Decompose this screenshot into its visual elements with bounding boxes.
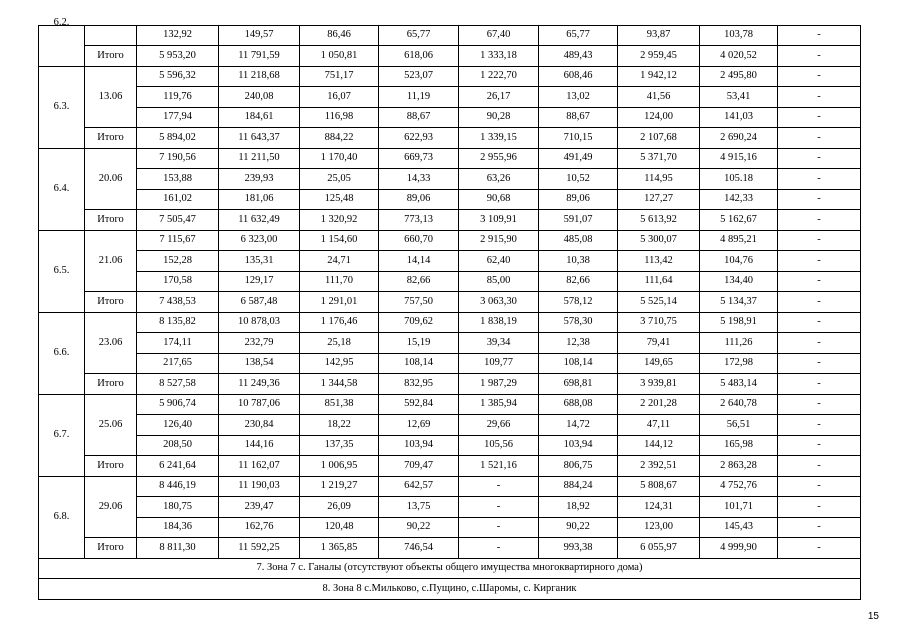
table-row xyxy=(39,435,861,456)
value-cell: 2 495,80 xyxy=(700,66,778,87)
zone-note-row xyxy=(39,579,861,600)
value-cell: 230,84 xyxy=(219,415,300,436)
total-row xyxy=(39,210,861,231)
total-label: Итого xyxy=(85,456,137,477)
value-cell: 65,77 xyxy=(379,26,459,46)
value-cell: 11 190,03 xyxy=(219,476,300,497)
table-row xyxy=(39,107,861,128)
total-cell: 4 999,90 xyxy=(700,538,778,559)
value-cell: 111,64 xyxy=(618,271,700,292)
total-cell: 11 592,25 xyxy=(219,538,300,559)
value-cell: 119,76 xyxy=(137,87,219,108)
value-cell: 10,52 xyxy=(539,169,618,190)
value-cell: 65,77 xyxy=(539,26,618,46)
value-cell: - xyxy=(778,333,861,354)
total-cell: 6 055,97 xyxy=(618,538,700,559)
total-label: Итого xyxy=(85,128,137,149)
value-cell: 88,67 xyxy=(539,107,618,128)
value-cell: 41,56 xyxy=(618,87,700,108)
value-cell: 90,22 xyxy=(539,517,618,538)
total-cell: 698,81 xyxy=(539,374,618,395)
value-cell: 181,06 xyxy=(219,189,300,210)
total-row xyxy=(39,128,861,149)
table-row xyxy=(39,230,861,251)
value-cell: - xyxy=(778,87,861,108)
total-cell: 5 953,20 xyxy=(137,46,219,67)
total-cell: 5 525,14 xyxy=(618,292,700,313)
value-cell: - xyxy=(778,271,861,292)
value-cell: 25,05 xyxy=(300,169,379,190)
section-label: 6.5. xyxy=(39,230,85,312)
total-cell: 5 162,67 xyxy=(700,210,778,231)
value-cell: 11 211,50 xyxy=(219,148,300,169)
total-cell: 1 339,15 xyxy=(459,128,539,149)
value-cell: 124,00 xyxy=(618,107,700,128)
total-cell: - xyxy=(459,538,539,559)
value-cell: 104,76 xyxy=(700,251,778,272)
value-cell: 5 198,91 xyxy=(700,312,778,333)
value-cell: 16,07 xyxy=(300,87,379,108)
value-cell: 108,14 xyxy=(539,353,618,374)
value-cell: 103,94 xyxy=(539,435,618,456)
value-cell: - xyxy=(778,353,861,374)
value-cell: 5 371,70 xyxy=(618,148,700,169)
value-cell: 144,16 xyxy=(219,435,300,456)
value-cell: 6 323,00 xyxy=(219,230,300,251)
total-cell: 1 320,92 xyxy=(300,210,379,231)
total-cell: 6 587,48 xyxy=(219,292,300,313)
table-row xyxy=(39,87,861,108)
value-cell: 4 915,16 xyxy=(700,148,778,169)
value-cell: 642,57 xyxy=(379,476,459,497)
table-row xyxy=(39,271,861,292)
value-cell: - xyxy=(778,251,861,272)
value-cell: 1 176,46 xyxy=(300,312,379,333)
table-row xyxy=(39,66,861,87)
table-row xyxy=(39,312,861,333)
value-cell: 127,27 xyxy=(618,189,700,210)
value-cell: 4 752,76 xyxy=(700,476,778,497)
total-cell: 4 020,52 xyxy=(700,46,778,67)
value-cell: 25,18 xyxy=(300,333,379,354)
value-cell: 124,31 xyxy=(618,497,700,518)
value-cell: - xyxy=(778,189,861,210)
value-cell: 8 135,82 xyxy=(137,312,219,333)
value-cell: 523,07 xyxy=(379,66,459,87)
total-cell: 5 134,37 xyxy=(700,292,778,313)
total-cell: 622,93 xyxy=(379,128,459,149)
total-cell: 1 291,01 xyxy=(300,292,379,313)
value-cell: 5 808,67 xyxy=(618,476,700,497)
value-cell: - xyxy=(459,517,539,538)
value-cell: 4 895,21 xyxy=(700,230,778,251)
value-cell: 93,87 xyxy=(618,26,700,46)
value-cell: 67,40 xyxy=(459,26,539,46)
total-cell: - xyxy=(778,292,861,313)
value-cell: 5 596,32 xyxy=(137,66,219,87)
table-row xyxy=(39,333,861,354)
value-cell: 217,65 xyxy=(137,353,219,374)
value-cell: 145,43 xyxy=(700,517,778,538)
value-cell: 177,94 xyxy=(137,107,219,128)
value-cell: 111,70 xyxy=(300,271,379,292)
value-cell: 2 640,78 xyxy=(700,394,778,415)
value-cell: - xyxy=(778,435,861,456)
section-date: 20.06 xyxy=(85,148,137,210)
value-cell: 142,33 xyxy=(700,189,778,210)
value-cell: 239,47 xyxy=(219,497,300,518)
value-cell: 26,17 xyxy=(459,87,539,108)
value-cell: 153,88 xyxy=(137,169,219,190)
total-row xyxy=(39,292,861,313)
total-cell: 710,15 xyxy=(539,128,618,149)
section-label: 6.8. xyxy=(39,476,85,558)
value-cell: 135,31 xyxy=(219,251,300,272)
section-label: 6.4. xyxy=(39,148,85,230)
value-cell: 608,46 xyxy=(539,66,618,87)
total-cell: 1 521,16 xyxy=(459,456,539,477)
total-row xyxy=(39,538,861,559)
total-cell: 11 249,36 xyxy=(219,374,300,395)
value-cell: 63,26 xyxy=(459,169,539,190)
total-cell: 5 613,92 xyxy=(618,210,700,231)
value-cell: 165,98 xyxy=(700,435,778,456)
value-cell: 162,76 xyxy=(219,517,300,538)
value-cell: - xyxy=(778,169,861,190)
total-cell: 1 344,58 xyxy=(300,374,379,395)
total-cell: 2 863,28 xyxy=(700,456,778,477)
section-label-cell xyxy=(39,17,85,67)
zone-note: 8. Зона 8 с.Мильково, с.Пущино, с.Шаромы, с. Кирганик xyxy=(39,579,861,600)
table-row xyxy=(39,169,861,190)
value-cell: 1 222,70 xyxy=(459,66,539,87)
value-cell: 161,02 xyxy=(137,189,219,210)
value-cell: 141,03 xyxy=(700,107,778,128)
value-cell: 82,66 xyxy=(539,271,618,292)
total-cell: 1 006,95 xyxy=(300,456,379,477)
value-cell: 113,42 xyxy=(618,251,700,272)
value-cell: 79,41 xyxy=(618,333,700,354)
total-cell: 1 987,29 xyxy=(459,374,539,395)
value-cell: 105.18 xyxy=(700,169,778,190)
value-cell: 239,93 xyxy=(219,169,300,190)
total-label: Итого xyxy=(85,46,137,67)
total-cell: 3 939,81 xyxy=(618,374,700,395)
total-cell: 2 959,45 xyxy=(618,46,700,67)
value-cell: 592,84 xyxy=(379,394,459,415)
value-cell: 82,66 xyxy=(379,271,459,292)
value-cell: 13,75 xyxy=(379,497,459,518)
value-cell: 8 446,19 xyxy=(137,476,219,497)
value-cell: 184,61 xyxy=(219,107,300,128)
value-cell: 10 878,03 xyxy=(219,312,300,333)
page-number: 15 xyxy=(867,611,879,622)
total-cell: 1 333,18 xyxy=(459,46,539,67)
value-cell: 86,46 xyxy=(300,26,379,46)
value-cell: 170,58 xyxy=(137,271,219,292)
total-cell: 832,95 xyxy=(379,374,459,395)
total-cell: 5 483,14 xyxy=(700,374,778,395)
value-cell: 88,67 xyxy=(379,107,459,128)
value-cell: - xyxy=(778,517,861,538)
total-cell: 618,06 xyxy=(379,46,459,67)
value-cell: 1 170,40 xyxy=(300,148,379,169)
value-cell: 2 201,28 xyxy=(618,394,700,415)
value-cell: 10 787,06 xyxy=(219,394,300,415)
total-cell: 2 690,24 xyxy=(700,128,778,149)
value-cell: 184,36 xyxy=(137,517,219,538)
value-cell: 90,22 xyxy=(379,517,459,538)
value-cell: 105,56 xyxy=(459,435,539,456)
zone-note-row xyxy=(39,558,861,579)
total-cell: 489,43 xyxy=(539,46,618,67)
table-row xyxy=(39,353,861,374)
total-cell: 8 527,58 xyxy=(137,374,219,395)
total-cell: 2 392,51 xyxy=(618,456,700,477)
table-row xyxy=(39,476,861,497)
value-cell: 132,92 xyxy=(137,26,219,46)
value-cell: - xyxy=(778,26,861,46)
total-label: Итого xyxy=(85,292,137,313)
value-cell: - xyxy=(778,66,861,87)
value-cell: 10,38 xyxy=(539,251,618,272)
total-cell: 3 063,30 xyxy=(459,292,539,313)
total-cell: 773,13 xyxy=(379,210,459,231)
value-cell: 39,34 xyxy=(459,333,539,354)
value-cell: 7 190,56 xyxy=(137,148,219,169)
value-cell: 47,11 xyxy=(618,415,700,436)
date-cell xyxy=(85,26,137,46)
value-cell: 174,11 xyxy=(137,333,219,354)
total-cell: 757,50 xyxy=(379,292,459,313)
total-cell: 746,54 xyxy=(379,538,459,559)
section-date: 13.06 xyxy=(85,66,137,128)
total-cell: 578,12 xyxy=(539,292,618,313)
value-cell: - xyxy=(778,107,861,128)
total-cell: 5 894,02 xyxy=(137,128,219,149)
section-date: 23.06 xyxy=(85,312,137,374)
value-cell: 14,14 xyxy=(379,251,459,272)
value-cell: - xyxy=(778,415,861,436)
total-row xyxy=(39,456,861,477)
value-cell: 149,57 xyxy=(219,26,300,46)
table-row xyxy=(39,251,861,272)
total-label: Итого xyxy=(85,210,137,231)
value-cell: 2 955,96 xyxy=(459,148,539,169)
value-cell: 144,12 xyxy=(618,435,700,456)
total-cell: 591,07 xyxy=(539,210,618,231)
value-cell: - xyxy=(778,230,861,251)
value-cell: 660,70 xyxy=(379,230,459,251)
section-label: 6.7. xyxy=(39,394,85,476)
value-cell: 5 300,07 xyxy=(618,230,700,251)
value-cell: 1 219,27 xyxy=(300,476,379,497)
table-row xyxy=(39,148,861,169)
value-cell: 491,49 xyxy=(539,148,618,169)
table-row xyxy=(39,26,861,46)
total-cell: 11 643,37 xyxy=(219,128,300,149)
value-cell: 232,79 xyxy=(219,333,300,354)
zone-note: 7. Зона 7 с. Ганалы (отсутствуют объекты общего имущества многоквартирного дома) xyxy=(39,558,861,579)
value-cell: 709,62 xyxy=(379,312,459,333)
value-cell: 53,41 xyxy=(700,87,778,108)
value-cell: 138,54 xyxy=(219,353,300,374)
value-cell: 12,38 xyxy=(539,333,618,354)
value-cell: - xyxy=(778,476,861,497)
value-cell: 103,78 xyxy=(700,26,778,46)
value-cell: 120,48 xyxy=(300,517,379,538)
value-cell: 669,73 xyxy=(379,148,459,169)
total-cell: 884,22 xyxy=(300,128,379,149)
value-cell: 26,09 xyxy=(300,497,379,518)
total-cell: 2 107,68 xyxy=(618,128,700,149)
value-cell: 240,08 xyxy=(219,87,300,108)
table-row xyxy=(39,415,861,436)
total-cell: 11 632,49 xyxy=(219,210,300,231)
value-cell: - xyxy=(778,394,861,415)
value-cell: 2 915,90 xyxy=(459,230,539,251)
value-cell: 62,40 xyxy=(459,251,539,272)
total-cell: 8 811,30 xyxy=(137,538,219,559)
value-cell: 85,00 xyxy=(459,271,539,292)
section-date: 29.06 xyxy=(85,476,137,538)
value-cell: 13,02 xyxy=(539,87,618,108)
value-cell: 149,65 xyxy=(618,353,700,374)
value-cell: 90,28 xyxy=(459,107,539,128)
value-cell: 18,22 xyxy=(300,415,379,436)
value-cell: - xyxy=(778,312,861,333)
value-cell: 1 385,94 xyxy=(459,394,539,415)
value-cell: 129,17 xyxy=(219,271,300,292)
section-label: 6.2. xyxy=(53,17,70,28)
table-row xyxy=(39,394,861,415)
value-cell: - xyxy=(778,497,861,518)
total-cell: 6 241,64 xyxy=(137,456,219,477)
total-cell: - xyxy=(778,210,861,231)
value-cell: 134,40 xyxy=(700,271,778,292)
value-cell: 152,28 xyxy=(137,251,219,272)
total-cell: 806,75 xyxy=(539,456,618,477)
value-cell: 108,14 xyxy=(379,353,459,374)
value-cell: - xyxy=(459,476,539,497)
value-cell: 485,08 xyxy=(539,230,618,251)
table-row xyxy=(39,517,861,538)
value-cell: 24,71 xyxy=(300,251,379,272)
total-label: Итого xyxy=(85,538,137,559)
value-cell: 126,40 xyxy=(137,415,219,436)
value-cell: 851,38 xyxy=(300,394,379,415)
value-cell: 29,66 xyxy=(459,415,539,436)
value-cell: 1 942,12 xyxy=(618,66,700,87)
value-cell: 56,51 xyxy=(700,415,778,436)
section-label: 6.6. xyxy=(39,312,85,394)
value-cell: 142,95 xyxy=(300,353,379,374)
value-cell: 5 906,74 xyxy=(137,394,219,415)
total-label: Итого xyxy=(85,374,137,395)
value-cell: 1 838,19 xyxy=(459,312,539,333)
total-cell: 3 109,91 xyxy=(459,210,539,231)
section-label: 6.3. xyxy=(39,66,85,148)
value-cell: - xyxy=(778,148,861,169)
value-cell: 12,69 xyxy=(379,415,459,436)
table-row xyxy=(39,189,861,210)
value-cell: 90,68 xyxy=(459,189,539,210)
total-row xyxy=(39,374,861,395)
table-row xyxy=(39,497,861,518)
value-cell: 111,26 xyxy=(700,333,778,354)
value-cell: 103,94 xyxy=(379,435,459,456)
total-cell: 1 365,85 xyxy=(300,538,379,559)
value-cell: 114,95 xyxy=(618,169,700,190)
value-cell: 208,50 xyxy=(137,435,219,456)
value-cell: 688,08 xyxy=(539,394,618,415)
value-cell: 89,06 xyxy=(539,189,618,210)
section-date: 25.06 xyxy=(85,394,137,456)
value-cell: 137,35 xyxy=(300,435,379,456)
value-cell: 18,92 xyxy=(539,497,618,518)
value-cell: 751,17 xyxy=(300,66,379,87)
value-cell: 116,98 xyxy=(300,107,379,128)
total-cell: 1 050,81 xyxy=(300,46,379,67)
value-cell: 89,06 xyxy=(379,189,459,210)
value-cell: 11 218,68 xyxy=(219,66,300,87)
value-cell: 172,98 xyxy=(700,353,778,374)
value-cell: 14,33 xyxy=(379,169,459,190)
value-cell: 884,24 xyxy=(539,476,618,497)
total-cell: 709,47 xyxy=(379,456,459,477)
section-date: 21.06 xyxy=(85,230,137,292)
value-cell: 123,00 xyxy=(618,517,700,538)
total-cell: - xyxy=(778,46,861,67)
value-cell: - xyxy=(459,497,539,518)
total-cell: - xyxy=(778,374,861,395)
total-cell: 11 791,59 xyxy=(219,46,300,67)
value-cell: 125,48 xyxy=(300,189,379,210)
value-cell: 3 710,75 xyxy=(618,312,700,333)
total-cell: 11 162,07 xyxy=(219,456,300,477)
value-cell: 7 115,67 xyxy=(137,230,219,251)
value-cell: 11,19 xyxy=(379,87,459,108)
value-cell: 14,72 xyxy=(539,415,618,436)
table-body xyxy=(39,17,861,600)
value-cell: 1 154,60 xyxy=(300,230,379,251)
value-cell: 180,75 xyxy=(137,497,219,518)
total-cell: - xyxy=(778,538,861,559)
total-row xyxy=(39,46,861,67)
total-cell: - xyxy=(778,456,861,477)
tariff-table xyxy=(38,17,861,600)
value-cell: 15,19 xyxy=(379,333,459,354)
total-cell: 7 438,53 xyxy=(137,292,219,313)
value-cell: 578,30 xyxy=(539,312,618,333)
value-cell: 101,71 xyxy=(700,497,778,518)
total-cell: 993,38 xyxy=(539,538,618,559)
total-cell: 7 505,47 xyxy=(137,210,219,231)
value-cell: 109,77 xyxy=(459,353,539,374)
total-cell: - xyxy=(778,128,861,149)
